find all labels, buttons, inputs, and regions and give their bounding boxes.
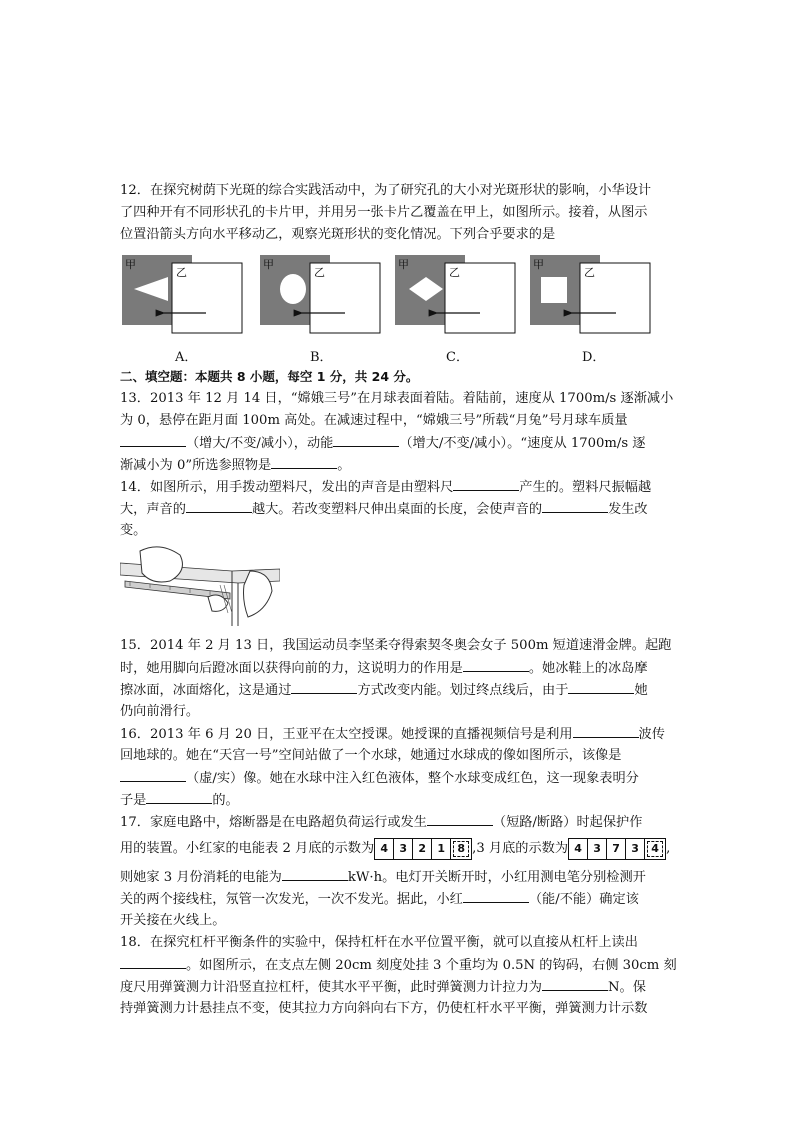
answer-blank[interactable] xyxy=(427,811,493,826)
q17-line-4: 关的两个接线柱，氖管一次发光，一次不发光。据此，小红 （能/不能）确定该 xyxy=(120,888,680,911)
q12-line-3: 位置沿箭头方向水平移动乙，观察光斑形状的变化情况。下列合乎要求的是 xyxy=(120,227,556,242)
option-a: A． xyxy=(175,350,198,365)
card-b-label: 乙 xyxy=(176,266,187,279)
card-b-label: 乙 xyxy=(314,266,325,279)
q13-line-2: 为 0，悬停在距月面 100m 高处。在减速过程中，“嫦娥三号”所载“月兔”号月球车质量 xyxy=(120,413,628,428)
option-d: D． xyxy=(582,350,606,365)
q18-line-3: 度尺用弹簧测力计沿竖直拉杠杆，使其水平平衡，此时弹簧测力计拉力为 N。保 xyxy=(120,976,680,999)
answer-blank[interactable] xyxy=(453,476,519,491)
card-a-label: 甲 xyxy=(533,258,544,271)
answer-blank[interactable] xyxy=(463,888,529,903)
card-b-label: 乙 xyxy=(449,266,460,279)
q16-line-1: 16．2013 年 6 月 20 日，王亚平在太空授课。她授课的直播视频信号是利用 波传 xyxy=(120,723,680,746)
option-b: B． xyxy=(310,350,333,365)
q12-line-1: 12．在探究树荫下光斑的综合实践活动中，为了研究孔的大小对光斑形状的影响，小华设计 xyxy=(120,183,652,198)
card-a-label: 甲 xyxy=(263,258,274,271)
q15-line-4: 仍向前滑行。 xyxy=(120,704,200,719)
answer-blank[interactable] xyxy=(573,723,639,738)
answer-blank[interactable] xyxy=(146,789,212,804)
meter-feb: 4 3 2 1 8 xyxy=(374,838,472,860)
q14-line-3: 变。 xyxy=(120,523,147,538)
q15-line-2: 时，她用脚向后蹬冰面以获得向前的力，这说明力的作用是 。她冰鞋上的冰岛摩 xyxy=(120,657,680,680)
ruler-illustration xyxy=(120,541,280,626)
answer-blank[interactable] xyxy=(186,498,252,513)
q17-line-1: 17．家庭电路中，熔断器是在电路超负荷运行或发生 （短路/断路）时起保护作 xyxy=(120,811,680,834)
q16-line-3: （虚/实）像。她在水球中注入红色液体，整个水球变成红色，这一现象表明分 xyxy=(120,767,680,790)
answer-blank[interactable] xyxy=(568,679,634,694)
q13-line-4: 渐减小为 0”所选参照物是 。 xyxy=(120,454,680,477)
card-a-label: 甲 xyxy=(398,258,409,271)
card-a-label: 甲 xyxy=(125,258,136,271)
answer-blank[interactable] xyxy=(120,767,186,782)
answer-blank[interactable] xyxy=(120,954,186,969)
q13-line-1: 13．2013 年 12 月 14 日，“嫦娥三号”在月球表面着陆。着陆前，速度从 1700m/s 逐渐减小 xyxy=(120,391,674,406)
q14-line-1: 14．如图所示，用手拨动塑料尺，发出的声音是由塑料尺 产生的。塑料尺振幅越 xyxy=(120,476,680,499)
q15-line-1: 15．2014 年 2 月 13 日，我国运动员李坚柔夺得索契冬奥会女子 500m 短道速滑金牌。起跑 xyxy=(120,638,672,653)
answer-blank[interactable] xyxy=(542,976,608,991)
q16-line-2: 回地球的。她在“天宫一号”空间站做了一个水球，她通过水球成的像如图所示，该像是 xyxy=(120,748,622,763)
answer-blank[interactable] xyxy=(282,866,348,881)
q17-line-3: 则她家 3 月份消耗的电能为 kW·h。电灯开关断开时，小红用测电笔分别检测开 xyxy=(120,866,680,889)
q14-line-2: 大，声音的 越大。若改变塑料尺伸出桌面的长度，会使声音的 发生改 xyxy=(120,498,680,521)
q17-line-5: 开关接在火线上。 xyxy=(120,913,226,928)
q18-line-4: 持弹簧测力计悬挂点不变，使其拉力方向斜向右下方，仍使杠杆水平平衡，弹簧测力计示数 xyxy=(120,1001,648,1016)
answer-blank[interactable] xyxy=(271,454,337,469)
section-title: 二、填空题：本题共 8 小题，每空 1 分，共 24 分。 xyxy=(120,369,419,384)
q18-line-2: 。如图所示，在支点左侧 20cm 刻度处挂 3 个重均为 0.5N 的钩码，右侧 30cm 刻 xyxy=(120,954,680,977)
answer-blank[interactable] xyxy=(333,432,399,447)
answer-blank[interactable] xyxy=(291,679,357,694)
card-b-label: 乙 xyxy=(584,266,595,279)
q13-line-3: （增大/不变/减小），动能 （增大/不变/减小）。“速度从 1700m/s 逐 xyxy=(120,432,680,455)
answer-blank[interactable] xyxy=(542,498,608,513)
q18-line-1: 18．在探究杠杆平衡条件的实验中，保持杠杆在水平位置平衡，就可以直接从杠杆上读出 xyxy=(120,935,638,950)
answer-blank[interactable] xyxy=(463,657,529,672)
q16-line-4: 子是 的。 xyxy=(120,789,680,812)
meter-mar: 4 3 7 3 4 xyxy=(568,838,666,860)
q12-line-2: 了四种开有不同形状孔的卡片甲，并用另一张卡片乙覆盖在甲上，如图所示。接着，从图示 xyxy=(120,205,648,220)
answer-blank[interactable] xyxy=(120,432,186,447)
option-c: C． xyxy=(446,350,469,365)
q15-line-3: 擦冰面，冰面熔化，这是通过 方式改变内能。划过终点线后，由于 她 xyxy=(120,679,680,702)
q17-line-2: 用的装置。小红家的电能表 2 月底的示数为 4 3 2 1 8 ,3 月底的示数为 4 3 7 3 4 , xyxy=(120,836,680,862)
